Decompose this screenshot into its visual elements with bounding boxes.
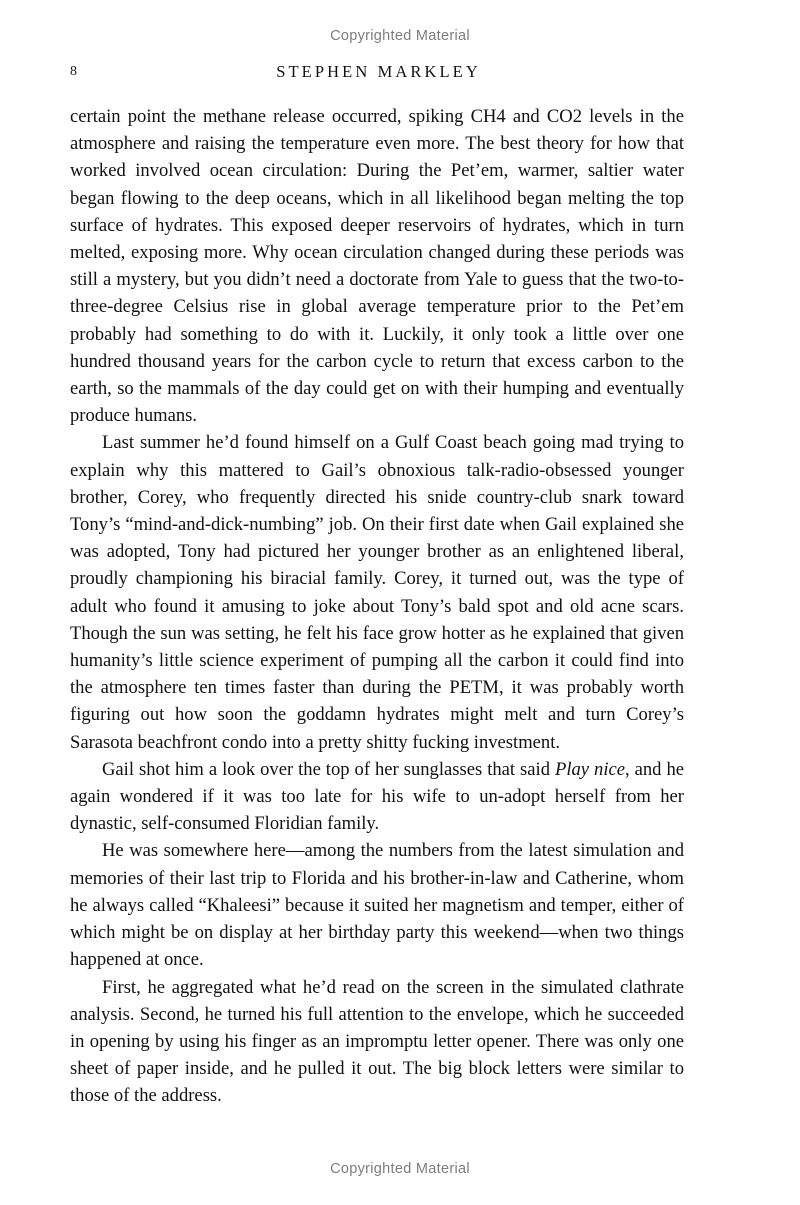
page-number: 8 — [70, 64, 77, 79]
paragraph-1: certain point the methane release occurred, spiking CH4 and CO2 levels in the atmosphere and raising the temperature even more. The best theory for how that worked involved ocean circulation: During the Pet’em, warmer, saltier water began flowing to the deep oceans, which in all likelihood began melting the top surface of hydrates. This exposed deeper reservoirs of hydrates, which in turn melted, exposing more. Why ocean circulation changed during these periods was still a mystery, but you didn’t need a doctorate from Yale to guess that the two-to-three-degree Celsius rise in global average temperature prior to the Pet’em probably had something to do with it. Luckily, it only took a little over one hundred thousand years for the carbon cycle to return that excess carbon to the earth, so the mammals of the day could get on with their humping and eventually produce humans. — [70, 106, 684, 427]
body-text-block — [70, 103, 684, 1110]
paragraph-3-italic-phrase: Play nice — [554, 758, 625, 780]
paragraph-4: He was somewhere here—among the numbers from the latest simulation and memories of their last trip to Florida and his brother-in-law and Catherine, whom he always called “Khaleesi” because it suited her magnetism and temper, either of which might be on display at her birthday party this weekend—when two things happened at once. — [70, 840, 684, 971]
paragraph-3 — [70, 756, 684, 838]
paragraph-5: First, he aggregated what he’d read on the screen in the simulated clathrate analysis. Second, he turned his full attention to the envelope, which he succeeded in opening by using his finger as an impromptu letter opener. There was only one sheet of paper inside, and he pulled it out. The big block letters were similar to those of the address. — [70, 976, 684, 1107]
copyright-watermark-top: Copyrighted Material — [330, 28, 470, 44]
copyright-watermark-bottom: Copyrighted Material — [330, 1161, 470, 1177]
running-title-author: STEPHEN MARKLEY — [276, 62, 481, 81]
paragraph-2: Last summer he’d found himself on a Gulf Coast beach going mad trying to explain why this mattered to Gail’s obnoxious talk-radio-obsessed younger brother, Corey, who frequently directed his snide country-club snark toward Tony’s “mind-and-dick-numbing” job. On their first date when Gail explained she was adopted, Tony had pictured her younger brother as an enlightened liberal, proudly championing his biracial family. Corey, it turned out, was the type of adult who found it amusing to joke about Tony’s bald spot and old acne scars. Though the sun was setting, he felt his face grow hotter as he explained that given humanity’s little science experiment of pumping all the carbon it could find into the atmosphere ten times faster than during the PETM, it was probably worth figuring out how soon the goddamn hydrates might melt and turn Corey’s Sarasota beachfront condo into a pretty shitty fucking investment. — [70, 432, 684, 753]
paragraph-3-text-after-italic: , and he again wondered if it was too late for his wife to un-adopt herself from her dynastic, self-consumed Floridian family. — [70, 758, 684, 835]
paragraph-3-text-before-italic: Gail shot him a look over the top of her sunglasses that said — [102, 758, 555, 780]
running-head — [70, 62, 684, 84]
